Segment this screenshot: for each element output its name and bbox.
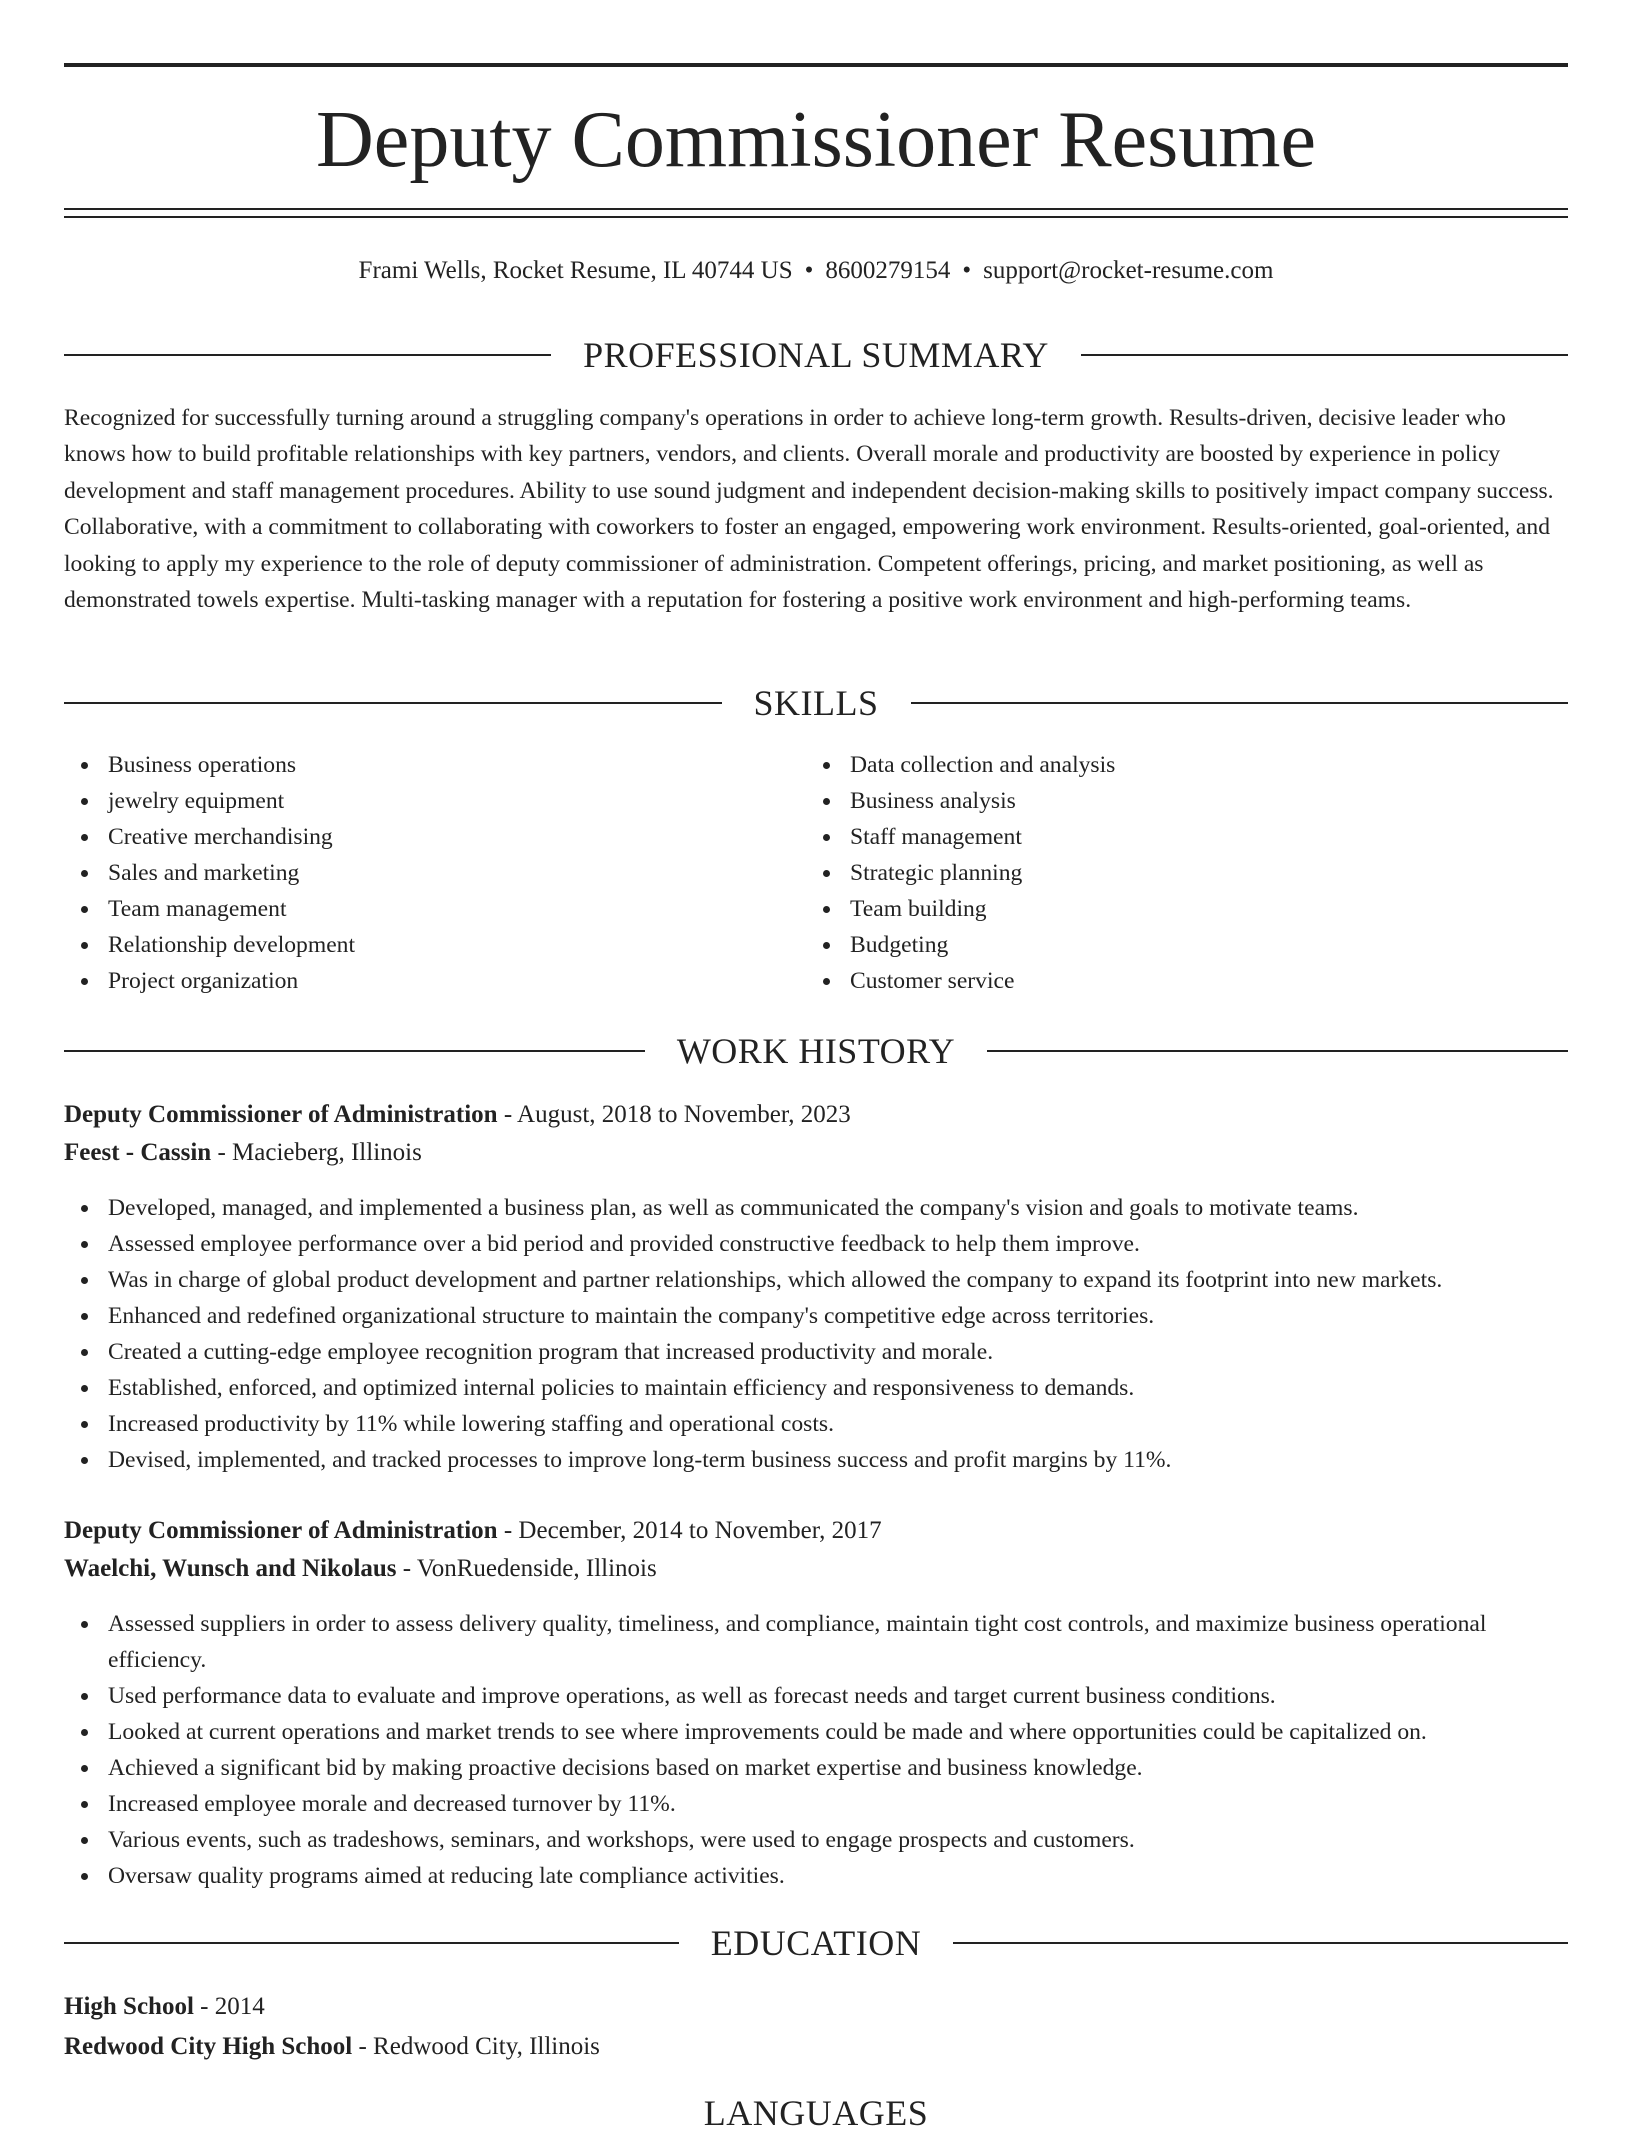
education-degree: High School [64,1993,194,2020]
skill-item: Data collection and analysis [806,747,1506,783]
education-degree-line [64,1989,1568,2025]
languages-heading [64,2090,1568,2136]
job-dates: - December, 2014 to November, 2017 [497,1517,882,1544]
resume-title: Deputy Commissioner Resume [316,96,1316,184]
job-dates: - August, 2018 to November, 2023 [497,1101,851,1128]
job-title-line [64,1097,1568,1133]
skill-item: Project organization [64,963,764,999]
skill-item: Sales and marketing [64,855,764,891]
header-rule-lower [64,216,1568,218]
job-bullet: Increased productivity by 11% while lowering staffing and operational costs. [64,1406,1568,1442]
work-heading [64,1028,1568,1074]
languages-heading-label: LANGUAGES [703,2093,929,2133]
job-title: Deputy Commissioner of Administration [64,1101,498,1128]
education-heading-label: EDUCATION [710,1923,922,1963]
summary-heading [64,332,1568,378]
education-year: - 2014 [193,1993,265,2020]
skills-list-right [806,747,1506,999]
heading-rule-left [64,354,551,356]
skill-item: Relationship development [64,927,764,963]
job-bullet: Was in charge of global product development and partner relationships, which allowed the company to expand its footprint into new markets. [64,1262,1568,1298]
skills-list-left [64,747,764,999]
education-school-line [64,2029,1568,2065]
job-bullet: Looked at current operations and market trends to see where improvements could be made and where opportunities could be capitalized on. [64,1714,1568,1750]
contact-address: Frami Wells, Rocket Resume, IL 40744 US [358,257,793,284]
skill-item: Team building [806,891,1506,927]
education-location: - Redwood City, Illinois [352,2033,600,2060]
job-company: Feest - Cassin [64,1139,212,1166]
job-bullet: Developed, managed, and implemented a business plan, as well as communicated the company's vision and goals to motivate teams. [64,1190,1568,1226]
skill-item: Business operations [64,747,764,783]
heading-rule-left [64,1942,679,1944]
job-bullet: Oversaw quality programs aimed at reducing late compliance activities. [64,1858,1568,1894]
job-bullet: Enhanced and redefined organizational structure to maintain the company's competitive edge across territories. [64,1298,1568,1334]
skill-item: jewelry equipment [64,783,764,819]
skill-item: Creative merchandising [64,819,764,855]
heading-rule-right [953,1942,1568,1944]
contact-phone: 8600279154 [825,257,951,284]
heading-rule-right [911,702,1569,704]
skill-item: Business analysis [806,783,1506,819]
job-title-line [64,1513,1568,1549]
work-heading-label: WORK HISTORY [676,1031,956,1071]
header-rule-upper [64,208,1568,210]
education-school: Redwood City High School [64,2033,353,2060]
job-company-line [64,1135,1568,1171]
job-bullet: Various events, such as tradeshows, seminars, and workshops, were used to engage prospects and customers. [64,1822,1568,1858]
contact-separator: • [962,257,972,284]
skill-item: Staff management [806,819,1506,855]
skill-item: Strategic planning [806,855,1506,891]
heading-rule-left [64,1050,645,1052]
job-location: - VonRuedenside, Illinois [396,1555,657,1582]
job-bullet: Assessed suppliers in order to assess delivery quality, timeliness, and compliance, maintain tight cost controls, and maximize business operational efficiency. [64,1606,1568,1678]
contact-line [64,254,1568,288]
heading-rule-right [1081,354,1568,356]
job-bullet: Established, enforced, and optimized internal policies to maintain efficiency and responsiveness to demands. [64,1370,1568,1406]
skills-heading-label: SKILLS [753,683,879,723]
job-bullets [64,1190,1568,1478]
job-bullet: Used performance data to evaluate and improve operations, as well as forecast needs and target current business conditions. [64,1678,1568,1714]
job-bullet: Achieved a significant bid by making proactive decisions based on market expertise and business knowledge. [64,1750,1568,1786]
job-location: - Macieberg, Illinois [211,1139,422,1166]
education-heading [64,1920,1568,1966]
summary-heading-label: PROFESSIONAL SUMMARY [583,335,1049,375]
job-bullet: Devised, implemented, and tracked processes to improve long-term business success and profit margins by 11%. [64,1442,1568,1478]
contact-separator: • [804,257,814,284]
job-bullets [64,1606,1568,1894]
contact-email: support@rocket-resume.com [983,257,1274,284]
skill-item: Team management [64,891,764,927]
job-bullet: Assessed employee performance over a bid period and provided constructive feedback to help them improve. [64,1226,1568,1262]
job-title: Deputy Commissioner of Administration [64,1517,498,1544]
summary-text: Recognized for successfully turning around a struggling company's operations in order to achieve long-term growth. Results-driven, decisive leader who knows how to build profitable relationships with key partners, vendors, and clients. Overall morale and productivity are boosted by experience in policy development and staff management procedures. Ability to use sound judgment and independent decision-making skills to positively impact company success. Collaborative, with a commitment to collaborating with coworkers to foster an engaged, empowering work environment. Results-oriented, goal-oriented, and looking to apply my experience to the role of deputy commissioner of administration. Competent offerings, pricing, and market positioning, as well as demonstrated towels expertise. Multi-tasking manager with a reputation for fostering a positive work environment and high-performing teams. [64,405,1554,614]
heading-rule-right [987,1050,1568,1052]
job-bullet: Created a cutting-edge employee recognition program that increased productivity and morale. [64,1334,1568,1370]
skills-heading [64,680,1568,726]
job-company: Waelchi, Wunsch and Nikolaus [64,1555,397,1582]
job-bullet: Increased employee morale and decreased turnover by 11%. [64,1786,1568,1822]
skill-item: Customer service [806,963,1506,999]
job-company-line [64,1551,1568,1587]
skill-item: Budgeting [806,927,1506,963]
header-top-rule [64,63,1568,67]
heading-rule-left [64,702,722,704]
